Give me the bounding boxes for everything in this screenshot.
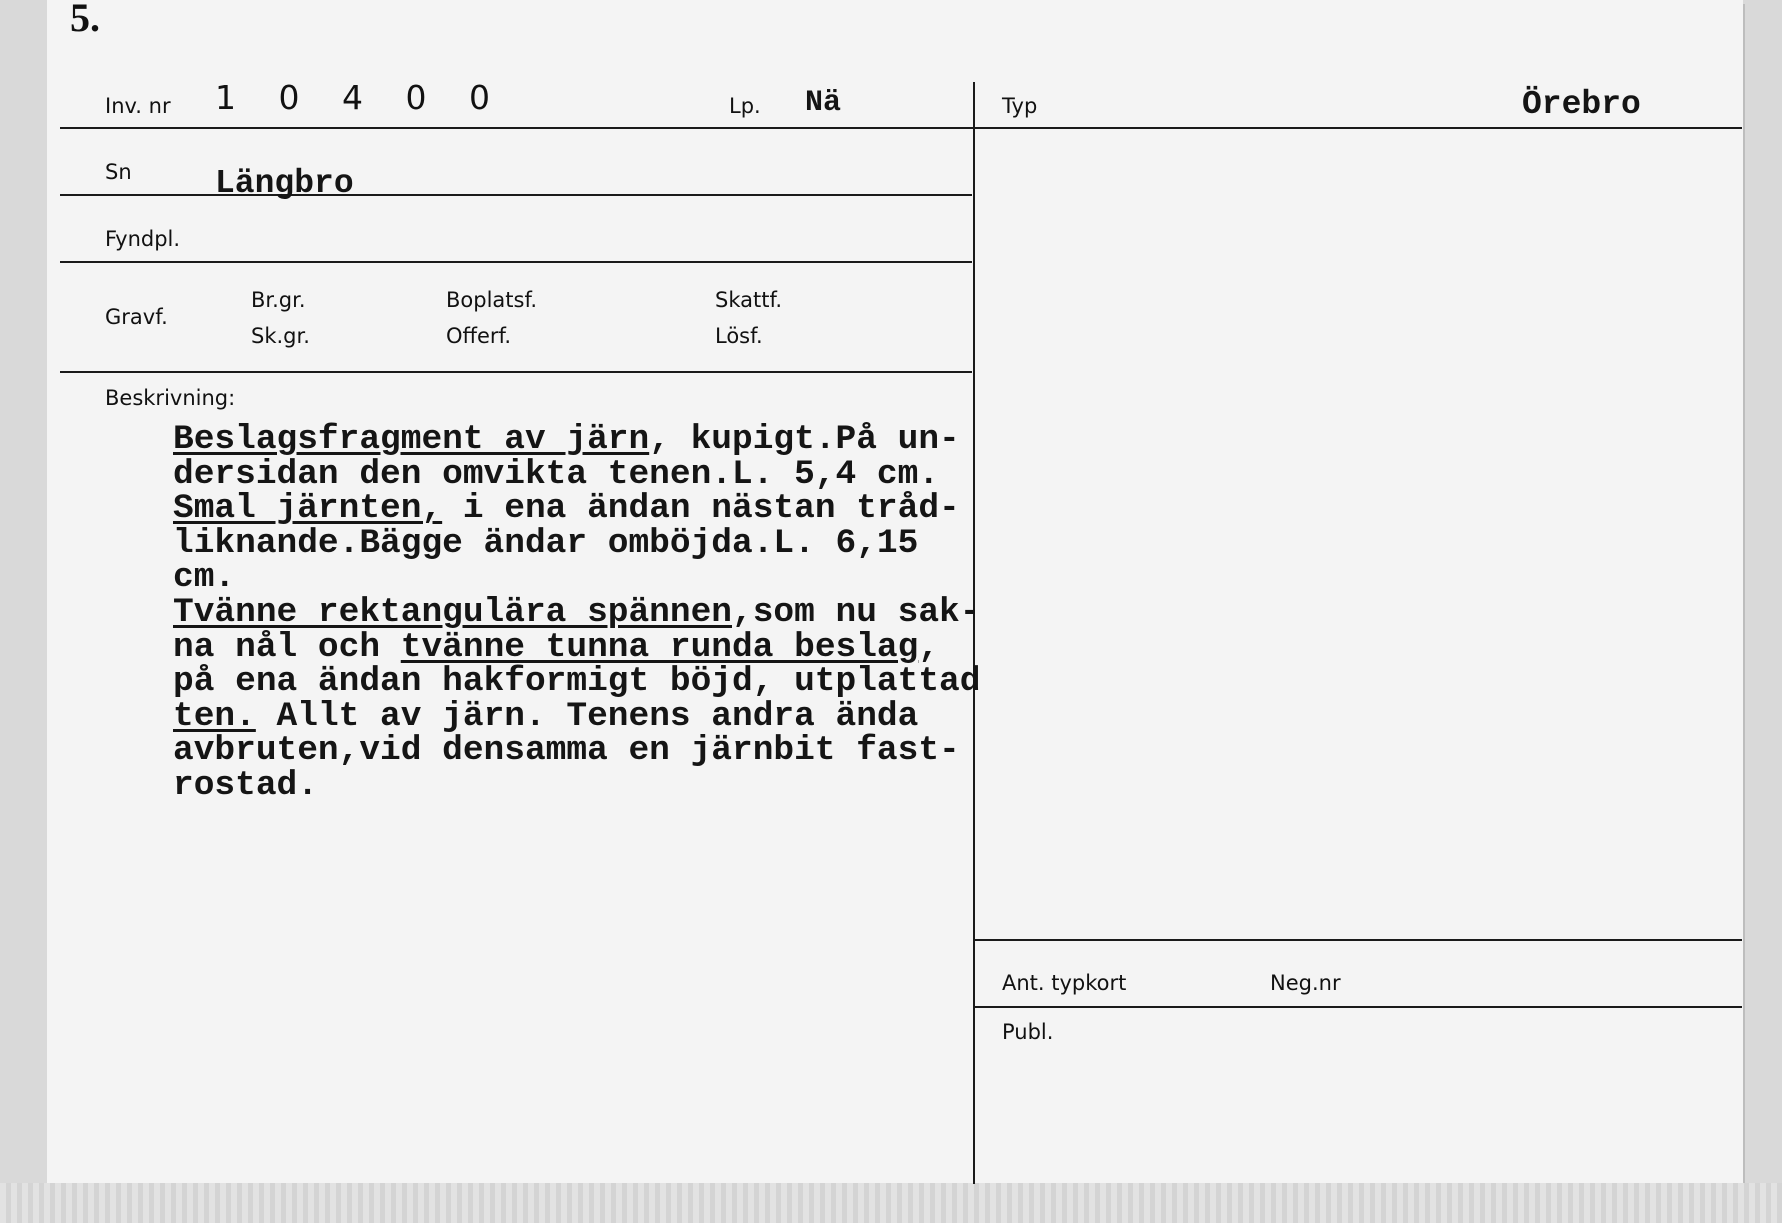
- beskrivning-line: [173, 731, 1003, 771]
- underlined-item-name: Smal järnten,: [173, 489, 443, 529]
- beskrivning-line: [173, 592, 1003, 632]
- corner-mark: 5.: [70, 0, 100, 40]
- typ-value: Örebro: [1522, 86, 1641, 123]
- sn-label: Sn: [105, 160, 132, 184]
- underlined-item-name: ten.: [173, 696, 256, 736]
- publ-label: Publ.: [1002, 1020, 1054, 1044]
- beskrivning-label: Beskrivning:: [105, 386, 236, 410]
- losf-label: Lösf.: [715, 324, 763, 348]
- typ-label: Typ: [1002, 94, 1038, 118]
- offerf-label: Offerf.: [446, 324, 512, 348]
- beskrivning-text-segment: Allt av järn. Tenens andra ända: [255, 696, 919, 736]
- beskrivning-text-segment: rostad.: [173, 765, 318, 805]
- neg-nr-label: Neg.nr: [1270, 971, 1341, 995]
- rule-header: [60, 127, 1742, 129]
- rule-ant-typkort-top: [975, 939, 1742, 941]
- inv-nr-value: 1 0 4 0 0: [215, 78, 506, 117]
- fyndpl-label: Fyndpl.: [105, 227, 181, 251]
- beskrivning-text-segment: i ena ändan nästan tråd-: [442, 489, 960, 529]
- underlined-item-name: Beslagsfragment av järn: [173, 420, 650, 459]
- gravf-label: Gravf.: [105, 305, 168, 329]
- beskrivning-text-segment: cm.: [173, 558, 236, 598]
- underlined-item-name: Tvänne rektangulära spännen: [173, 592, 732, 632]
- beskrivning-line: [173, 696, 1003, 736]
- boplatsf-label: Boplatsf.: [446, 288, 538, 312]
- br-gr-label: Br.gr.: [251, 288, 306, 312]
- beskrivning-text-segment: dersidan den omvikta tenen.L. 5,4 cm.: [173, 454, 940, 494]
- beskrivning-text-segment: na nål och: [173, 627, 401, 667]
- scan-bottom-strip: [0, 1183, 1782, 1223]
- underlined-item-name: tvänne tunna runda beslag: [400, 627, 919, 667]
- beskrivning-text-segment: på ena ändan hakformigt böjd, utplattad: [173, 662, 981, 702]
- ant-typkort-label: Ant. typkort: [1002, 971, 1127, 995]
- beskrivning-line: [173, 765, 1003, 805]
- beskrivning-text: [173, 420, 1003, 805]
- sn-value: Längbro: [215, 165, 354, 202]
- beskrivning-text-segment: ,: [918, 627, 940, 667]
- beskrivning-line: [173, 454, 1003, 494]
- rule-ant-typkort-bottom: [975, 1006, 1742, 1008]
- beskrivning-line: [173, 523, 1003, 563]
- lp-label: Lp.: [729, 94, 761, 118]
- skattf-label: Skattf.: [715, 288, 782, 312]
- beskrivning-text-segment: ,som nu sak-: [732, 592, 981, 632]
- inv-nr-label: Inv. nr: [105, 94, 171, 118]
- beskrivning-text-segment: liknande.Bägge ändar omböjda.L. 6,15: [173, 523, 919, 563]
- beskrivning-text-segment: , kupigt.På un-: [649, 420, 960, 459]
- rule-sn: [60, 194, 972, 196]
- beskrivning-line: [173, 489, 1003, 529]
- beskrivning-text-segment: avbruten,vid densamma en järnbit fast-: [173, 731, 960, 771]
- beskrivning-line: [173, 558, 1003, 598]
- beskrivning-line: [173, 627, 1003, 667]
- lp-value: Nä: [805, 86, 842, 120]
- rule-gravf: [60, 371, 972, 373]
- beskrivning-line: [173, 662, 1003, 702]
- rule-fyndpl: [60, 261, 972, 263]
- sk-gr-label: Sk.gr.: [251, 324, 310, 348]
- beskrivning-line: [173, 420, 1003, 459]
